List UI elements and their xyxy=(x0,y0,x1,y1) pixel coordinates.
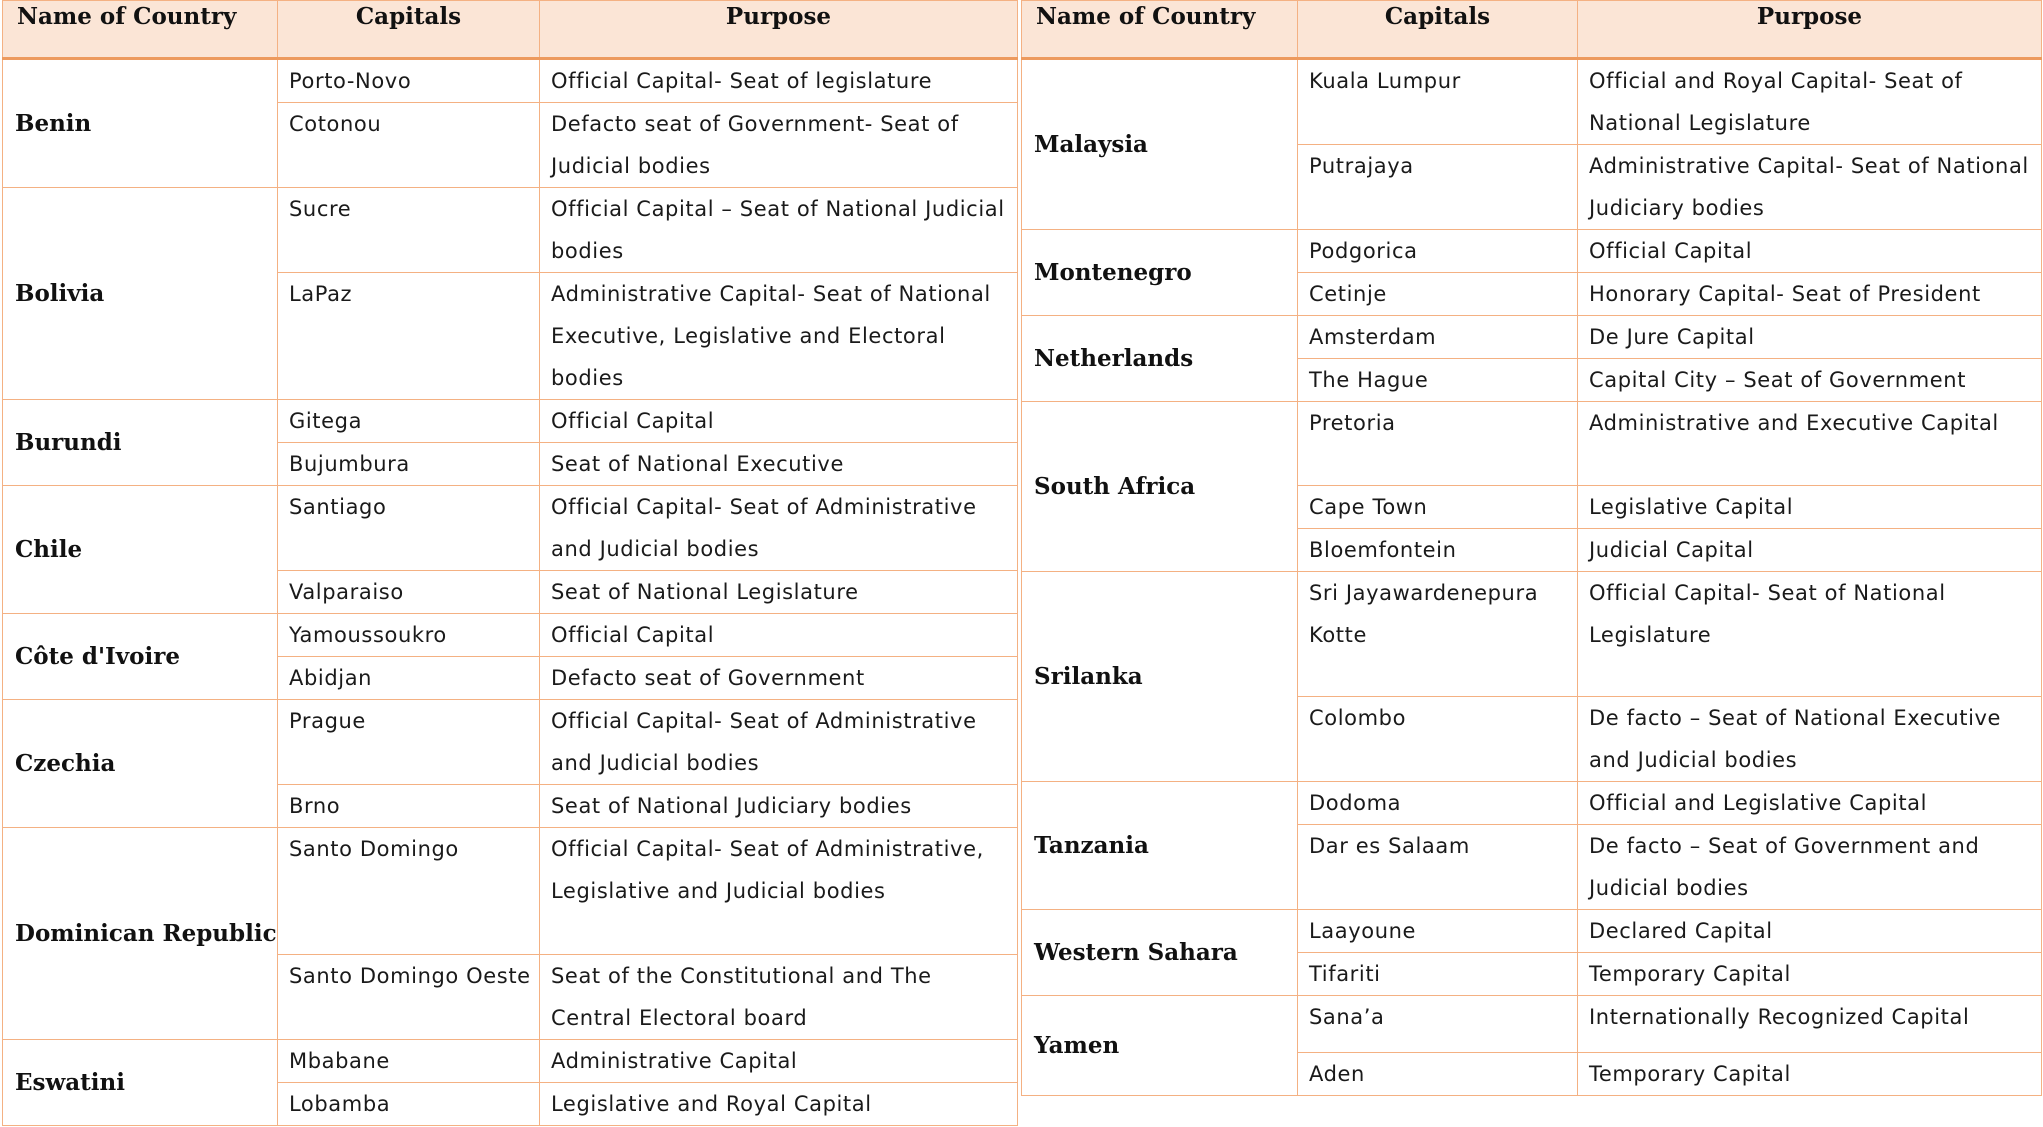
country-name-cell: Yamen xyxy=(1022,996,1298,1096)
capital-cell: Pretoria xyxy=(1298,402,1578,486)
purpose-cell: Legislative and Royal Capital xyxy=(540,1083,1018,1126)
purpose-cell: Legislative Capital xyxy=(1578,486,2042,529)
country-name-cell: Montenegro xyxy=(1022,230,1298,316)
header-purpose: Purpose xyxy=(1578,1,2042,59)
capital-cell: Santo Domingo Oeste xyxy=(278,955,540,1040)
table-row xyxy=(3,188,1018,273)
purpose-cell: Internationally Recognized Capital xyxy=(1578,996,2042,1053)
country-name-cell: Srilanka xyxy=(1022,572,1298,782)
capital-cell: Santiago xyxy=(278,486,540,571)
purpose-cell: Declared Capital xyxy=(1578,910,2042,953)
capital-cell: Amsterdam xyxy=(1298,316,1578,359)
header-row xyxy=(3,1,1018,59)
purpose-cell: Honorary Capital- Seat of President xyxy=(1578,273,2042,316)
table-row xyxy=(3,486,1018,571)
purpose-cell: Seat of National Legislature xyxy=(540,571,1018,614)
purpose-cell: De facto – Seat of Government and Judicial bodies xyxy=(1578,825,2042,910)
purpose-cell: Defacto seat of Government xyxy=(540,657,1018,700)
table-row xyxy=(1022,910,2042,953)
capitals-table-right xyxy=(1021,0,2042,1096)
table-row xyxy=(3,614,1018,657)
country-name-cell: Malaysia xyxy=(1022,59,1298,230)
capital-cell: Valparaiso xyxy=(278,571,540,614)
capital-cell: Tifariti xyxy=(1298,953,1578,996)
purpose-cell: Official Capital – Seat of National Judicial bodies xyxy=(540,188,1018,273)
table-row xyxy=(3,828,1018,955)
country-name-cell: Eswatini xyxy=(3,1040,278,1126)
country-name-cell: Chile xyxy=(3,486,278,614)
country-name-cell: Czechia xyxy=(3,700,278,828)
purpose-cell: Administrative Capital xyxy=(540,1040,1018,1083)
table-row xyxy=(1022,782,2042,825)
table-row xyxy=(3,59,1018,103)
capital-cell: Brno xyxy=(278,785,540,828)
capital-cell: Laayoune xyxy=(1298,910,1578,953)
purpose-cell: Official Capital- Seat of legislature xyxy=(540,59,1018,103)
capital-cell: Mbabane xyxy=(278,1040,540,1083)
country-name-cell: Tanzania xyxy=(1022,782,1298,910)
capital-cell: Sri Jayawardenepura Kotte xyxy=(1298,572,1578,697)
capital-cell: Porto-Novo xyxy=(278,59,540,103)
country-name-cell: Western Sahara xyxy=(1022,910,1298,996)
capital-cell: Santo Domingo xyxy=(278,828,540,955)
purpose-cell: Official Capital- Seat of National Legislature xyxy=(1578,572,2042,697)
purpose-cell: Seat of the Constitutional and The Central Electoral board xyxy=(540,955,1018,1040)
table-row xyxy=(3,700,1018,785)
header-capitals: Capitals xyxy=(278,1,540,59)
purpose-cell: Official Capital xyxy=(1578,230,2042,273)
table-row xyxy=(1022,572,2042,697)
table-row xyxy=(1022,402,2042,486)
country-name-cell: Côte d'Ivoire xyxy=(3,614,278,700)
header-country: Name of Country xyxy=(3,1,278,59)
capital-cell: Bloemfontein xyxy=(1298,529,1578,572)
country-name-cell: Netherlands xyxy=(1022,316,1298,402)
capital-cell: Lobamba xyxy=(278,1083,540,1126)
capital-cell: Cape Town xyxy=(1298,486,1578,529)
capital-cell: Dodoma xyxy=(1298,782,1578,825)
purpose-cell: Official Capital- Seat of Administrative and Judicial bodies xyxy=(540,486,1018,571)
capital-cell: Cetinje xyxy=(1298,273,1578,316)
purpose-cell: Seat of National Judiciary bodies xyxy=(540,785,1018,828)
purpose-cell: Official and Legislative Capital xyxy=(1578,782,2042,825)
purpose-cell: Administrative Capital- Seat of National Executive, Legislative and Electoral bodies xyxy=(540,273,1018,400)
table-row xyxy=(3,400,1018,443)
capital-cell: Cotonou xyxy=(278,103,540,188)
capital-cell: Aden xyxy=(1298,1053,1578,1096)
purpose-cell: Administrative and Executive Capital xyxy=(1578,402,2042,486)
purpose-cell: De facto – Seat of National Executive and Judicial bodies xyxy=(1578,697,2042,782)
capital-cell: Colombo xyxy=(1298,697,1578,782)
header-country: Name of Country xyxy=(1022,1,1298,59)
purpose-cell: Official and Royal Capital- Seat of National Legislature xyxy=(1578,59,2042,145)
capital-cell: Abidjan xyxy=(278,657,540,700)
capital-cell: Sucre xyxy=(278,188,540,273)
capital-cell: LaPaz xyxy=(278,273,540,400)
table-row xyxy=(3,1040,1018,1083)
capital-cell: The Hague xyxy=(1298,359,1578,402)
header-purpose: Purpose xyxy=(540,1,1018,59)
purpose-cell: Official Capital- Seat of Administrative, Legislative and Judicial bodies xyxy=(540,828,1018,955)
table-row xyxy=(1022,59,2042,145)
table-row xyxy=(1022,316,2042,359)
purpose-cell: De Jure Capital xyxy=(1578,316,2042,359)
capitals-table-left xyxy=(2,0,1018,1126)
capital-cell: Yamoussoukro xyxy=(278,614,540,657)
capital-cell: Putrajaya xyxy=(1298,145,1578,230)
purpose-cell: Seat of National Executive xyxy=(540,443,1018,486)
purpose-cell: Defacto seat of Government- Seat of Judicial bodies xyxy=(540,103,1018,188)
purpose-cell: Official Capital xyxy=(540,400,1018,443)
country-name-cell: Bolivia xyxy=(3,188,278,400)
capital-cell: Gitega xyxy=(278,400,540,443)
purpose-cell: Judicial Capital xyxy=(1578,529,2042,572)
table-row xyxy=(1022,230,2042,273)
country-name-cell: South Africa xyxy=(1022,402,1298,572)
capital-cell: Sana’a xyxy=(1298,996,1578,1053)
purpose-cell: Capital City – Seat of Government xyxy=(1578,359,2042,402)
country-name-cell: Dominican Republic xyxy=(3,828,278,1040)
purpose-cell: Official Capital xyxy=(540,614,1018,657)
purpose-cell: Official Capital- Seat of Administrative and Judicial bodies xyxy=(540,700,1018,785)
country-name-cell: Benin xyxy=(3,59,278,188)
capital-cell: Prague xyxy=(278,700,540,785)
header-capitals: Capitals xyxy=(1298,1,1578,59)
capital-cell: Bujumbura xyxy=(278,443,540,486)
purpose-cell: Temporary Capital xyxy=(1578,953,2042,996)
country-name-cell: Burundi xyxy=(3,400,278,486)
purpose-cell: Administrative Capital- Seat of National Judiciary bodies xyxy=(1578,145,2042,230)
capital-cell: Kuala Lumpur xyxy=(1298,59,1578,145)
capital-cell: Dar es Salaam xyxy=(1298,825,1578,910)
table-row xyxy=(1022,996,2042,1053)
header-row xyxy=(1022,1,2042,59)
purpose-cell: Temporary Capital xyxy=(1578,1053,2042,1096)
capital-cell: Podgorica xyxy=(1298,230,1578,273)
